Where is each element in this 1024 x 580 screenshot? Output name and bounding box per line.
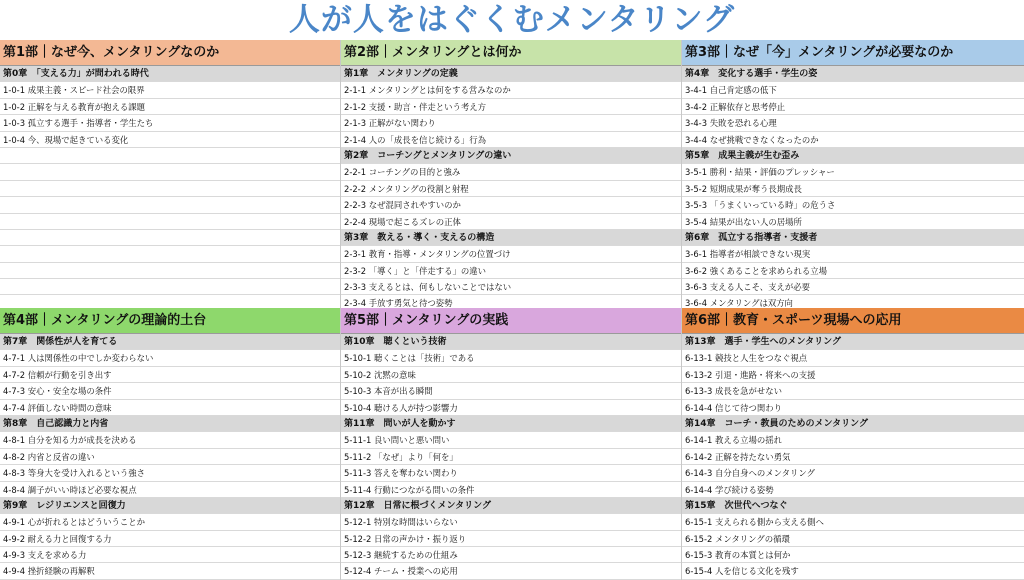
chapter-14-title: 第14章 コーチ・教員のためのメンタリング — [682, 416, 1024, 432]
part-3-column — [682, 40, 1024, 312]
section-item: 4-8-1 自分を知る力が成長を決める — [0, 432, 340, 448]
part-4-header: 第4部｜メンタリングの理論的土台 — [0, 308, 340, 334]
chapter-10-title: 第10章 聴くという技術 — [341, 334, 681, 350]
section-item: 2-2-4 現場で起こるズレの正体 — [341, 214, 681, 230]
chapter-4-title: 第4章 変化する選手・学生の姿 — [682, 66, 1024, 82]
section-item: 5-12-1 特別な時間はいらない — [341, 514, 681, 530]
empty-row — [0, 279, 340, 295]
section-item: 6-13-2 引退・進路・将来への支援 — [682, 367, 1024, 383]
part-2-column — [341, 40, 682, 312]
section-item: 4-7-1 人は関係性の中でしか変わらない — [0, 350, 340, 366]
section-item: 4-7-3 安心・安全な場の条件 — [0, 383, 340, 399]
chapter-13-title: 第13章 選手・学生へのメンタリング — [682, 334, 1024, 350]
section-item: 2-3-2 「導く」と「伴走する」の違い — [341, 263, 681, 279]
part-5-header: 第5部｜メンタリングの実践 — [341, 308, 681, 334]
empty-row — [0, 148, 340, 164]
section-item: 6-14-4 学び続ける姿勢 — [682, 482, 1024, 498]
section-item: 5-11-1 良い問いと悪い問い — [341, 432, 681, 448]
chapter-15-title: 第15章 次世代へつなぐ — [682, 498, 1024, 514]
section-item: 4-9-3 支えを求める力 — [0, 547, 340, 563]
part-3-header: 第3部｜なぜ「今」メンタリングが必要なのか — [682, 40, 1024, 66]
chapter-3-title: 第3章 教える・導く・支えるの構造 — [341, 230, 681, 246]
part-4-column — [0, 308, 341, 580]
section-item: 5-12-4 チーム・授業への応用 — [341, 563, 681, 579]
chapter-1-title: 第1章 メンタリングの定義 — [341, 66, 681, 82]
section-item: 4-7-2 信頼が行動を引き出す — [0, 367, 340, 383]
section-item: 3-4-2 正解依存と思考停止 — [682, 99, 1024, 115]
section-item: 6-15-2 メンタリングの循環 — [682, 531, 1024, 547]
section-item: 3-4-1 自己肯定感の低下 — [682, 82, 1024, 98]
section-item: 4-8-2 内省と反省の違い — [0, 449, 340, 465]
section-item: 4-9-2 耐える力と回復する力 — [0, 531, 340, 547]
section-item: 2-3-4 手放す勇気と待つ姿勢 — [341, 295, 681, 311]
chapter-12-title: 第12章 日常に根づくメンタリング — [341, 498, 681, 514]
section-item: 3-6-3 支える人こそ、支えが必要 — [682, 279, 1024, 295]
chapter-11-title: 第11章 問いが人を動かす — [341, 416, 681, 432]
chapter-0-title: 第0章 「支える力」が問われる時代 — [0, 66, 340, 82]
chapter-5-title: 第5章 成果主義が生む歪み — [682, 148, 1024, 164]
section-item: 2-3-3 支えるとは、何もしないことではない — [341, 279, 681, 295]
section-item: 1-0-2 正解を与える教育が抱える課題 — [0, 99, 340, 115]
section-item: 5-12-3 継続するための仕組み — [341, 547, 681, 563]
chapter-8-title: 第8章 自己認識力と内省 — [0, 416, 340, 432]
chapter-9-title: 第9章 レジリエンスと回復力 — [0, 498, 340, 514]
section-item: 5-11-3 答えを奪わない関わり — [341, 465, 681, 481]
section-item: 5-11-2 「なぜ」より「何を」 — [341, 449, 681, 465]
empty-row — [0, 230, 340, 246]
section-item: 5-10-3 本音が出る瞬間 — [341, 383, 681, 399]
part-1-header: 第1部｜なぜ今、メンタリングなのか — [0, 40, 340, 66]
page-title: 人が人をはぐくむメンタリング — [288, 2, 736, 38]
empty-row — [0, 214, 340, 230]
section-item: 6-15-4 人を信じる文化を残す — [682, 563, 1024, 579]
section-item: 6-15-1 支えられる側から支える側へ — [682, 514, 1024, 530]
section-item: 3-6-2 強くあることを求められる立場 — [682, 263, 1024, 279]
section-item: 2-2-2 メンタリングの役割と射程 — [341, 181, 681, 197]
section-item: 2-2-1 コーチングの目的と強み — [341, 164, 681, 180]
section-item: 2-1-4 人の「成長を信じ続ける」行為 — [341, 132, 681, 148]
part-2-header: 第2部｜メンタリングとは何か — [341, 40, 681, 66]
section-item: 1-0-4 今、現場で起きている変化 — [0, 132, 340, 148]
section-item: 4-8-3 等身大を受け入れるという強さ — [0, 465, 340, 481]
chapter-2-title: 第2章 コーチングとメンタリングの違い — [341, 148, 681, 164]
part-5-column — [341, 308, 682, 580]
empty-row — [0, 263, 340, 279]
section-item: 2-1-2 支援・助言・伴走という考え方 — [341, 99, 681, 115]
section-item: 6-13-3 成長を急がせない — [682, 383, 1024, 399]
empty-row — [0, 197, 340, 213]
section-item: 2-3-1 教育・指導・メンタリングの位置づけ — [341, 246, 681, 262]
section-item: 6-13-1 競技と人生をつなぐ視点 — [682, 350, 1024, 366]
section-item: 5-11-4 行動につながる問いの条件 — [341, 482, 681, 498]
section-item: 6-14-4 信じて待つ関わり — [682, 400, 1024, 416]
chapter-6-title: 第6章 孤立する指導者・支援者 — [682, 230, 1024, 246]
section-item: 6-15-3 教育の本質とは何か — [682, 547, 1024, 563]
section-item: 3-4-3 失敗を恐れる心理 — [682, 115, 1024, 131]
section-item: 3-5-4 結果が出ない人の居場所 — [682, 214, 1024, 230]
section-item: 4-9-1 心が折れるとはどういうことか — [0, 514, 340, 530]
section-item: 2-1-3 正解がない関わり — [341, 115, 681, 131]
section-item: 2-2-3 なぜ混同されやすいのか — [341, 197, 681, 213]
section-item: 4-7-4 評価しない時間の意味 — [0, 400, 340, 416]
section-item: 3-6-1 指導者が相談できない現実 — [682, 246, 1024, 262]
section-item: 3-5-3 「うまくいっている時」の危うさ — [682, 197, 1024, 213]
section-item: 2-1-1 メンタリングとは何をする営みなのか — [341, 82, 681, 98]
section-item: 3-6-4 メンタリングは双方向 — [682, 295, 1024, 311]
empty-row — [0, 181, 340, 197]
part-1-column — [0, 40, 341, 328]
section-item: 3-4-4 なぜ挑戦できなくなったのか — [682, 132, 1024, 148]
outline-grid — [0, 40, 1024, 577]
section-item: 1-0-3 孤立する選手・指導者・学生たち — [0, 115, 340, 131]
section-item: 3-5-1 勝利・結果・評価のプレッシャー — [682, 164, 1024, 180]
section-item: 3-5-2 短期成果が奪う長期成長 — [682, 181, 1024, 197]
section-item: 5-10-2 沈黙の意味 — [341, 367, 681, 383]
section-item: 5-10-1 聴くことは「技術」である — [341, 350, 681, 366]
part-6-header: 第6部｜教育・スポーツ現場への応用 — [682, 308, 1024, 334]
section-item: 5-10-4 聴ける人が持つ影響力 — [341, 400, 681, 416]
section-item: 1-0-1 成果主義・スピード社会の限界 — [0, 82, 340, 98]
chapter-7-title: 第7章 関係性が人を育てる — [0, 334, 340, 350]
section-item: 4-8-4 調子がいい時ほど必要な視点 — [0, 482, 340, 498]
section-item: 5-12-2 日常の声かけ・振り返り — [341, 531, 681, 547]
section-item: 6-14-3 自分自身へのメンタリング — [682, 465, 1024, 481]
empty-row — [0, 164, 340, 180]
part-6-column — [682, 308, 1024, 580]
section-item: 6-14-2 正解を持たない勇気 — [682, 449, 1024, 465]
section-item: 6-14-1 教える立場の揺れ — [682, 432, 1024, 448]
empty-row — [0, 246, 340, 262]
section-item: 4-9-4 挫折経験の再解釈 — [0, 563, 340, 579]
